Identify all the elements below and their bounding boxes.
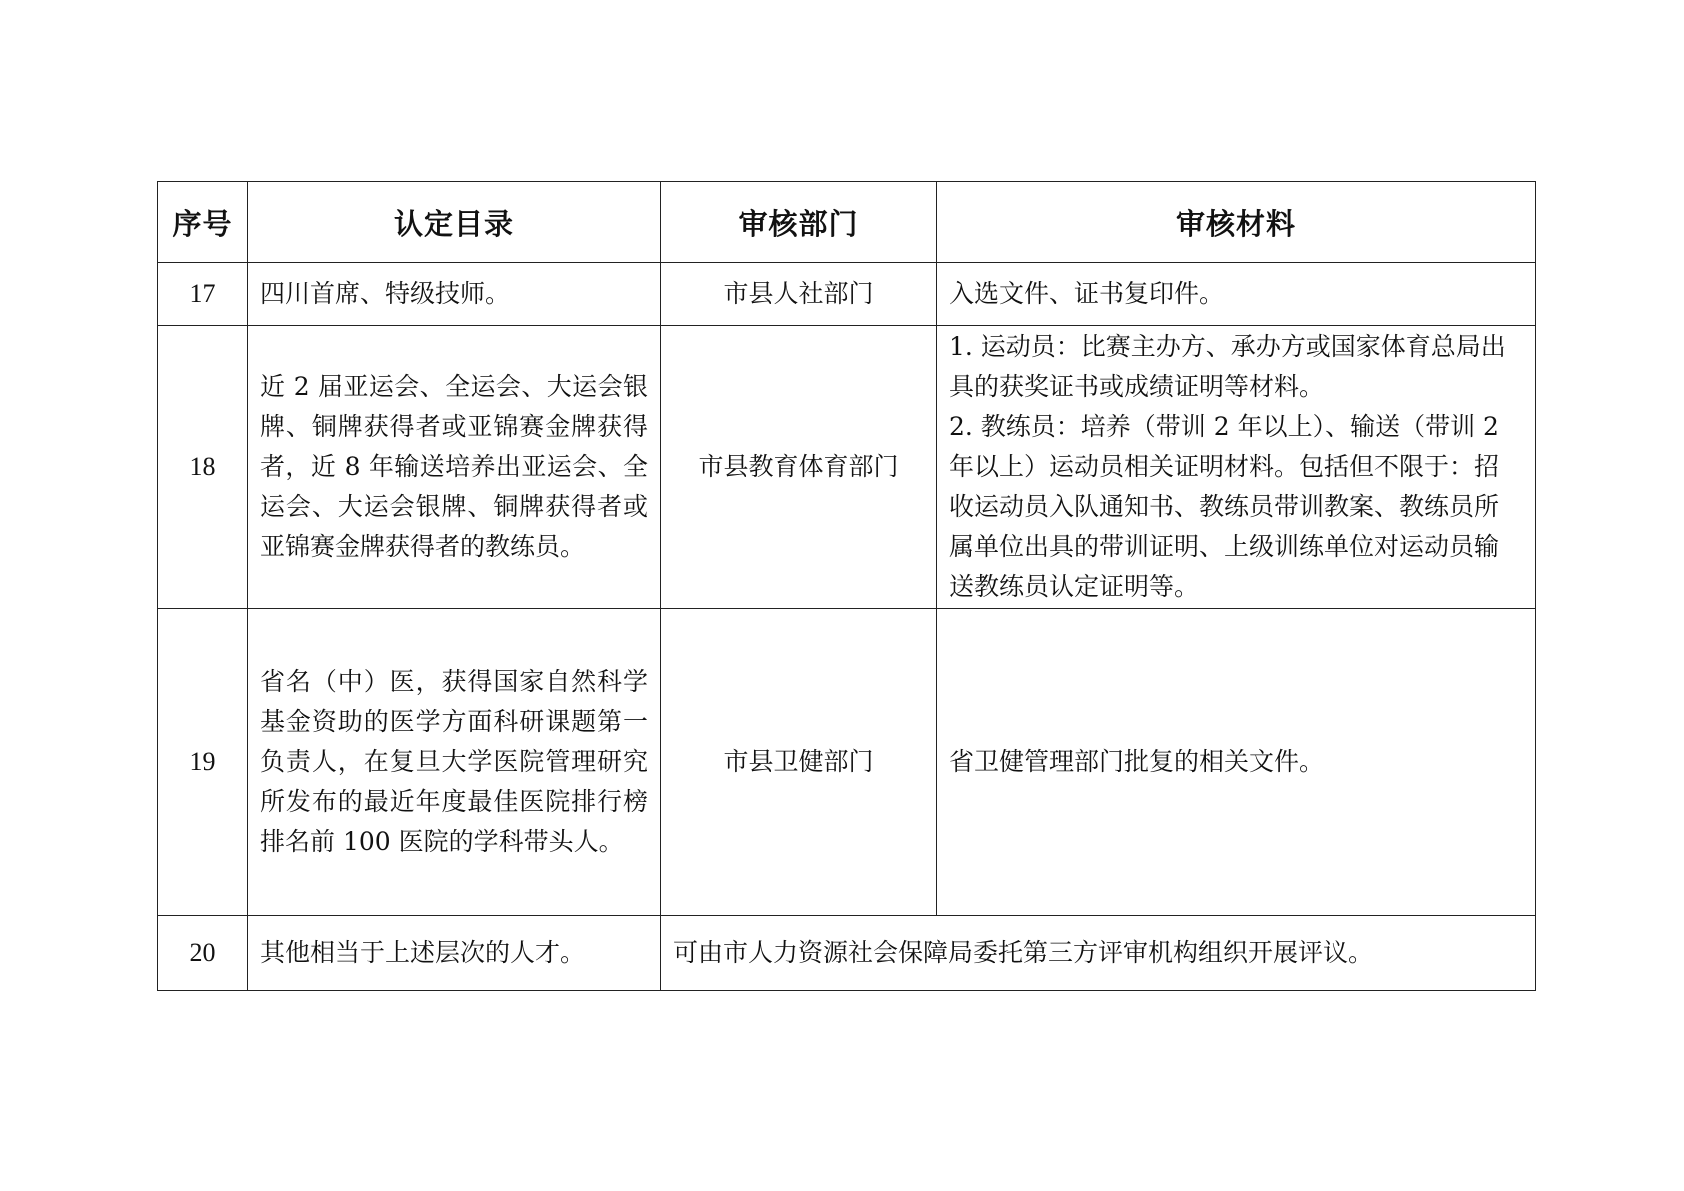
header-materials: 审核材料 [937,182,1536,263]
row-catalog: 省名（中）医，获得国家自然科学基金资助的医学方面科研课题第一负责人，在复旦大学医院管理研究所发布的最近年度最佳医院排行榜排名前 100 医院的学科带头人。 [248,609,661,916]
row-merged-note: 可由市人力资源社会保障局委托第三方评审机构组织开展评议。 [661,916,1536,991]
table-header-row [158,182,1536,263]
table-row [158,326,1536,609]
row-catalog: 四川首席、特级技师。 [248,263,661,326]
table-row [158,609,1536,916]
table-row [158,916,1536,991]
row-seq: 17 [158,263,248,326]
row-catalog: 近 2 届亚运会、全运会、大运会银牌、铜牌获得者或亚锦赛金牌获得者，近 8 年输送培养出亚运会、全运会、大运会银牌、铜牌获得者或亚锦赛金牌获得者的教练员。 [248,326,661,609]
row-department: 市县教育体育部门 [661,326,937,609]
row-department: 市县人社部门 [661,263,937,326]
talent-catalog-table [157,181,1536,991]
materials-item-athlete: 1. 运动员：比赛主办方、承办方或国家体育总局出具的获奖证书或成绩证明等材料。 [949,332,1506,401]
row-catalog: 其他相当于上述层次的人才。 [248,916,661,991]
header-catalog: 认定目录 [248,182,661,263]
row-seq: 20 [158,916,248,991]
row-materials: 入选文件、证书复印件。 [937,263,1536,326]
table-row [158,263,1536,326]
row-materials [937,326,1536,609]
header-seq: 序号 [158,182,248,263]
header-department: 审核部门 [661,182,937,263]
row-seq: 18 [158,326,248,609]
row-department: 市县卫健部门 [661,609,937,916]
row-materials: 省卫健管理部门批复的相关文件。 [937,609,1536,916]
row-seq: 19 [158,609,248,916]
materials-item-coach: 2. 教练员：培养（带训 2 年以上）、输送（带训 2 年以上）运动员相关证明材料。包括但不限于：招收运动员入队通知书、教练员带训教案、教练员所属单位出具的带训证明、上级训练单位对运动员输送教练员认定证明等。 [949,412,1500,601]
